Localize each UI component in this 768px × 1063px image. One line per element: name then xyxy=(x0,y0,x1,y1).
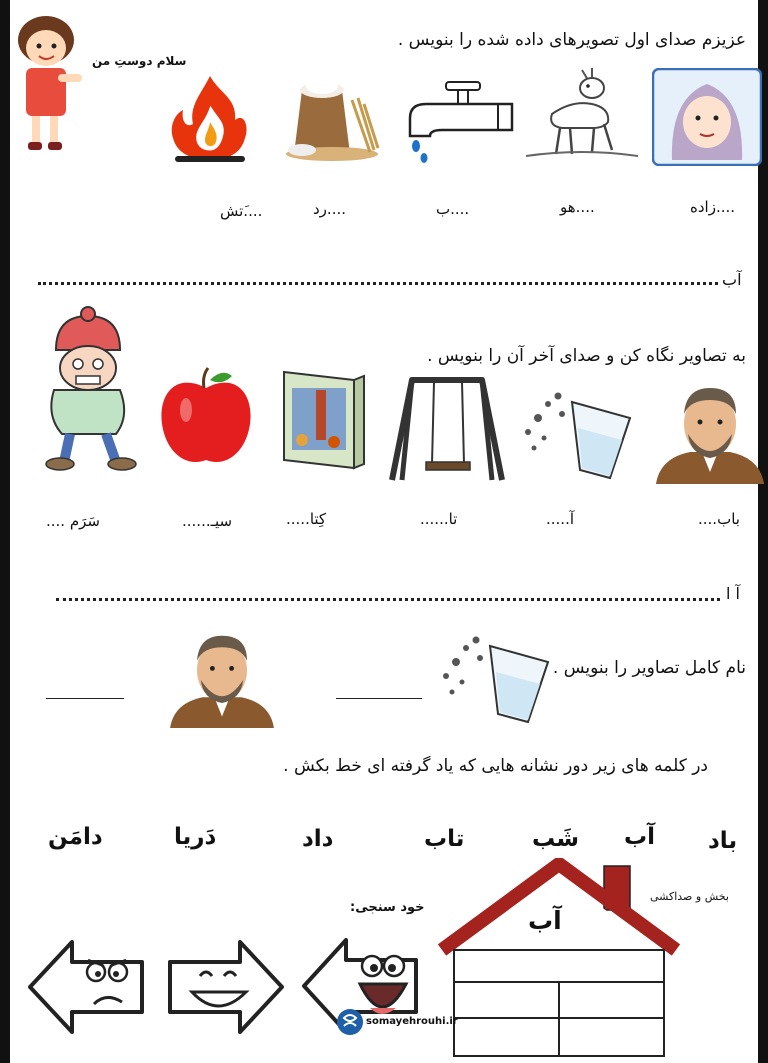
word-azadeh: ....زاده xyxy=(690,198,736,216)
swing-icon xyxy=(386,376,508,482)
word-tab-2[interactable]: تاب xyxy=(424,826,465,852)
word-sarma: سَرَم .... xyxy=(46,512,100,530)
word-ab: ....ب xyxy=(436,200,470,218)
word-atash: ....َتش xyxy=(220,202,263,220)
word-shab[interactable]: شَب xyxy=(532,826,579,852)
girl-illustration-icon xyxy=(12,12,92,157)
word-ahu: ....هو xyxy=(560,198,595,216)
self-assessment-label: خود سنجی: xyxy=(350,900,425,915)
book-icon xyxy=(272,368,370,472)
section2-instruction: به تصاویر نگاه کن و صدای آخر آن را بنویس . xyxy=(427,346,746,366)
fire-icon xyxy=(165,72,255,164)
father-face-icon xyxy=(650,380,768,484)
answer-line-1[interactable] xyxy=(38,282,718,285)
answer-blank-glass[interactable] xyxy=(336,698,422,699)
apple-icon xyxy=(156,366,256,470)
answer-line-2[interactable] xyxy=(56,598,720,601)
word-ketab: کِتا..... xyxy=(286,510,327,528)
answer-line-1-label: آب xyxy=(722,270,742,289)
footer-site[interactable]: somayehrouhi.ir xyxy=(366,1016,458,1027)
section1-instruction: عزیزم صدای اول تصویرهای داده شده را بنویس . xyxy=(397,30,746,50)
word-ab-2: آ..... xyxy=(546,510,575,528)
word-baba: باب.... xyxy=(698,510,740,528)
house-icon xyxy=(438,858,680,1058)
flour-sack-icon xyxy=(272,70,382,162)
word-tab: تا...... xyxy=(420,510,458,528)
word-sib: سیـ...... xyxy=(182,512,233,530)
word-darya[interactable]: دَریا xyxy=(174,824,217,850)
word-bad[interactable]: باد xyxy=(708,828,738,854)
water-glass-icon xyxy=(518,388,638,480)
house-caption: بخش و صداکشی xyxy=(650,890,729,903)
mother-face-icon xyxy=(652,68,762,166)
cold-man-icon xyxy=(26,306,146,474)
word-ard: ....رد xyxy=(313,200,346,218)
greeting-text: سلام دوستِ من xyxy=(92,54,187,68)
answer-line-2-label: آ ا xyxy=(726,584,740,603)
word-dad[interactable]: داد xyxy=(302,826,334,852)
word-ab-3[interactable]: آب xyxy=(624,824,655,850)
answer-blank-father[interactable] xyxy=(46,698,124,699)
sad-face-arrow-icon[interactable] xyxy=(26,932,150,1042)
smile-face-arrow-icon[interactable] xyxy=(162,932,286,1042)
water-glass-icon xyxy=(436,632,556,724)
word-daman[interactable]: دامَن xyxy=(48,824,103,850)
father-face-icon xyxy=(162,628,282,728)
site-logo-icon xyxy=(336,1008,364,1036)
section4-instruction: در کلمه های زیر دور نشانه هایی که یاد گرفته ای خط بکش . xyxy=(283,756,708,776)
section3-instruction: نام کامل تصاویر را بنویس . xyxy=(552,658,746,678)
deer-icon xyxy=(522,64,640,164)
house-word: آب xyxy=(528,906,562,935)
faucet-icon xyxy=(402,72,522,164)
